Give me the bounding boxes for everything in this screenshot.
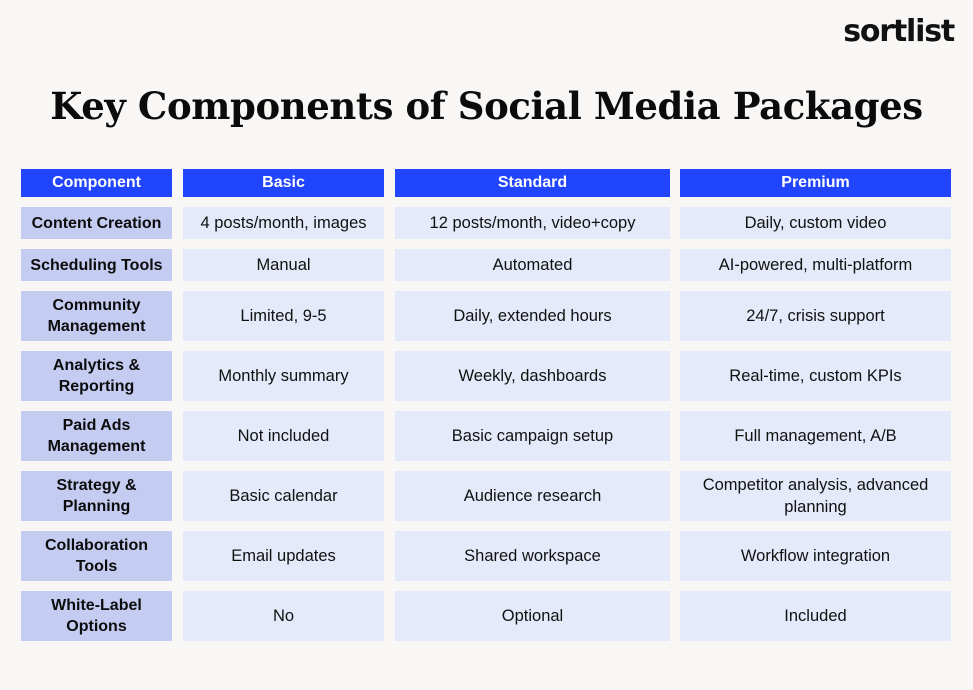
component-cell: Strategy & Planning [21, 471, 172, 521]
component-cell: Content Creation [21, 207, 172, 239]
standard-cell: Optional [395, 591, 670, 641]
comparison-table [21, 169, 951, 641]
header-cell-premium: Premium [680, 169, 951, 197]
basic-cell: Manual [183, 249, 384, 281]
basic-cell: Limited, 9-5 [183, 291, 384, 341]
basic-cell: Monthly summary [183, 351, 384, 401]
standard-cell: Weekly, dashboards [395, 351, 670, 401]
premium-cell: Included [680, 591, 951, 641]
component-cell: Community Management [21, 291, 172, 341]
basic-cell: No [183, 591, 384, 641]
standard-cell: Automated [395, 249, 670, 281]
table-row [21, 249, 951, 281]
premium-cell: AI-powered, multi-platform [680, 249, 951, 281]
table-header-row [21, 169, 951, 197]
standard-cell: 12 posts/month, video+copy [395, 207, 670, 239]
component-cell: Paid Ads Management [21, 411, 172, 461]
component-cell: Analytics & Reporting [21, 351, 172, 401]
premium-cell: Daily, custom video [680, 207, 951, 239]
table-row [21, 471, 951, 521]
premium-cell: 24/7, crisis support [680, 291, 951, 341]
table-row [21, 411, 951, 461]
header-cell-standard: Standard [395, 169, 670, 197]
table-row [21, 351, 951, 401]
standard-cell: Shared workspace [395, 531, 670, 581]
component-cell: White-Label Options [21, 591, 172, 641]
table-row [21, 531, 951, 581]
premium-cell: Workflow integration [680, 531, 951, 581]
basic-cell: 4 posts/month, images [183, 207, 384, 239]
premium-cell: Full management, A/B [680, 411, 951, 461]
premium-cell: Real-time, custom KPIs [680, 351, 951, 401]
header-cell-component: Component [21, 169, 172, 197]
table-row [21, 207, 951, 239]
component-cell: Collaboration Tools [21, 531, 172, 581]
basic-cell: Basic calendar [183, 471, 384, 521]
sortlist-logo: sortlist [843, 14, 954, 49]
basic-cell: Email updates [183, 531, 384, 581]
premium-cell: Competitor analysis, advanced planning [680, 471, 951, 521]
table-row [21, 591, 951, 641]
standard-cell: Daily, extended hours [395, 291, 670, 341]
page-title: Key Components of Social Media Packages [50, 84, 923, 128]
component-cell: Scheduling Tools [21, 249, 172, 281]
standard-cell: Basic campaign setup [395, 411, 670, 461]
header-cell-basic: Basic [183, 169, 384, 197]
basic-cell: Not included [183, 411, 384, 461]
table-row [21, 291, 951, 341]
standard-cell: Audience research [395, 471, 670, 521]
